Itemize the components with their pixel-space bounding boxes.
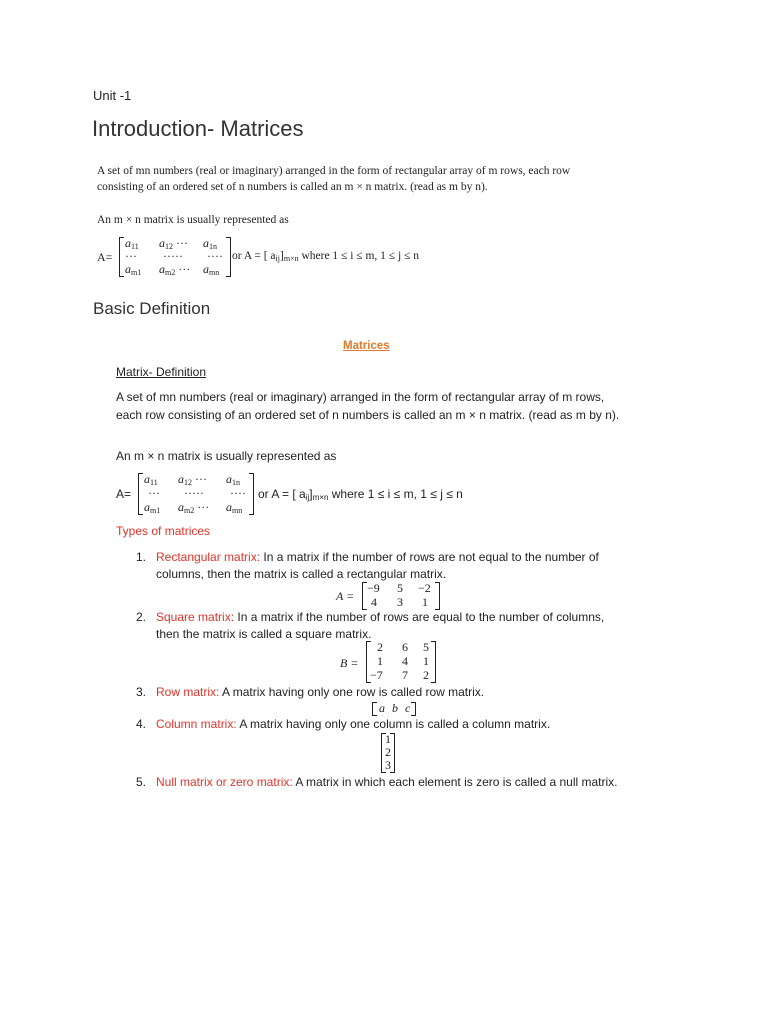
basic-definition-heading: Basic Definition [93,299,211,318]
page-title: Introduction- Matrices [92,116,304,141]
intro-representation-text: An m × n matrix is usually represented as [97,214,289,226]
rect-matrix-label: A = [336,589,355,603]
definition-representation-text: An m × n matrix is usually represented as [116,449,337,463]
intro-matrix-label: A= [97,250,113,264]
type-item-rectangular: 1. Rectangular matrix: In a matrix if the number of rows are not equal to the number of columns, then the matrix is called a rectangular matrix. [136,550,599,581]
type-item-column: 4. Column matrix: A matrix having only one column is called a column matrix. [136,717,551,731]
intro-matrix-notation: or A = [ $a_{ij}]_{m\times n}$ where 1 ≤ i ≤ m, 1 ≤ j ≤ n [232,250,420,263]
rectangular-matrix: −9 5 −2 4 3 1 [362,582,440,610]
type-item-null: 5. Null matrix or zero matrix: A matrix in which each element is zero is called a null matrix. [136,775,618,789]
types-heading: Types of matrices [116,524,211,538]
column-matrix: 1 2 3 [381,733,395,773]
matrices-section-heading: Matrices [343,340,390,352]
def-matrix-label: A= [116,487,132,501]
intro-paragraph: A set of mn numbers (real or imaginary) arranged in the form of rectangular array of m rows, each row consisting of an ordered set of n numbers is called an m × n matrix. (read as m by n). [97,165,571,193]
type-item-square: 2. Square matrix: In a matrix if the number of rows are equal to the number of columns, then the matrix is called a square matrix. [136,610,605,641]
square-matrix: 2 6 5 1 4 1 −7 7 2 [366,641,436,683]
type-item-row: 3. Row matrix: A matrix having only one row is called row matrix. [136,685,485,699]
def-matrix-notation: or A = [ $a_{ij}]_{m\times n}$ where 1 ≤ i ≤ m, 1 ≤ j ≤ n [258,487,463,502]
square-matrix-label: B = [340,656,359,670]
definition-generic-matrix: $a_{11}$ $a_{12}$ ··· $a_{1n}$ ··· ····· ···· $a_{m1}$ $a_{m2}$ ··· $a_{mn}$ [138,473,254,515]
unit-label: Unit -1 [93,88,132,103]
matrix-definition-title: Matrix- Definition [116,365,207,379]
definition-paragraph: A set of mn numbers (real or imaginary) arranged in the form of rectangular array of m rows, each row consisting of an ordered set of n numbers is called an m × n matrix. (read as m by n). [116,390,620,422]
row-matrix: a b c [372,702,416,716]
intro-generic-matrix: $a_{11}$ $a_{12}$ ··· $a_{1n}$ ··· ····· ···· $a_{m1}$ $a_{m2}$ ··· $a_{mn}$ [119,237,231,277]
